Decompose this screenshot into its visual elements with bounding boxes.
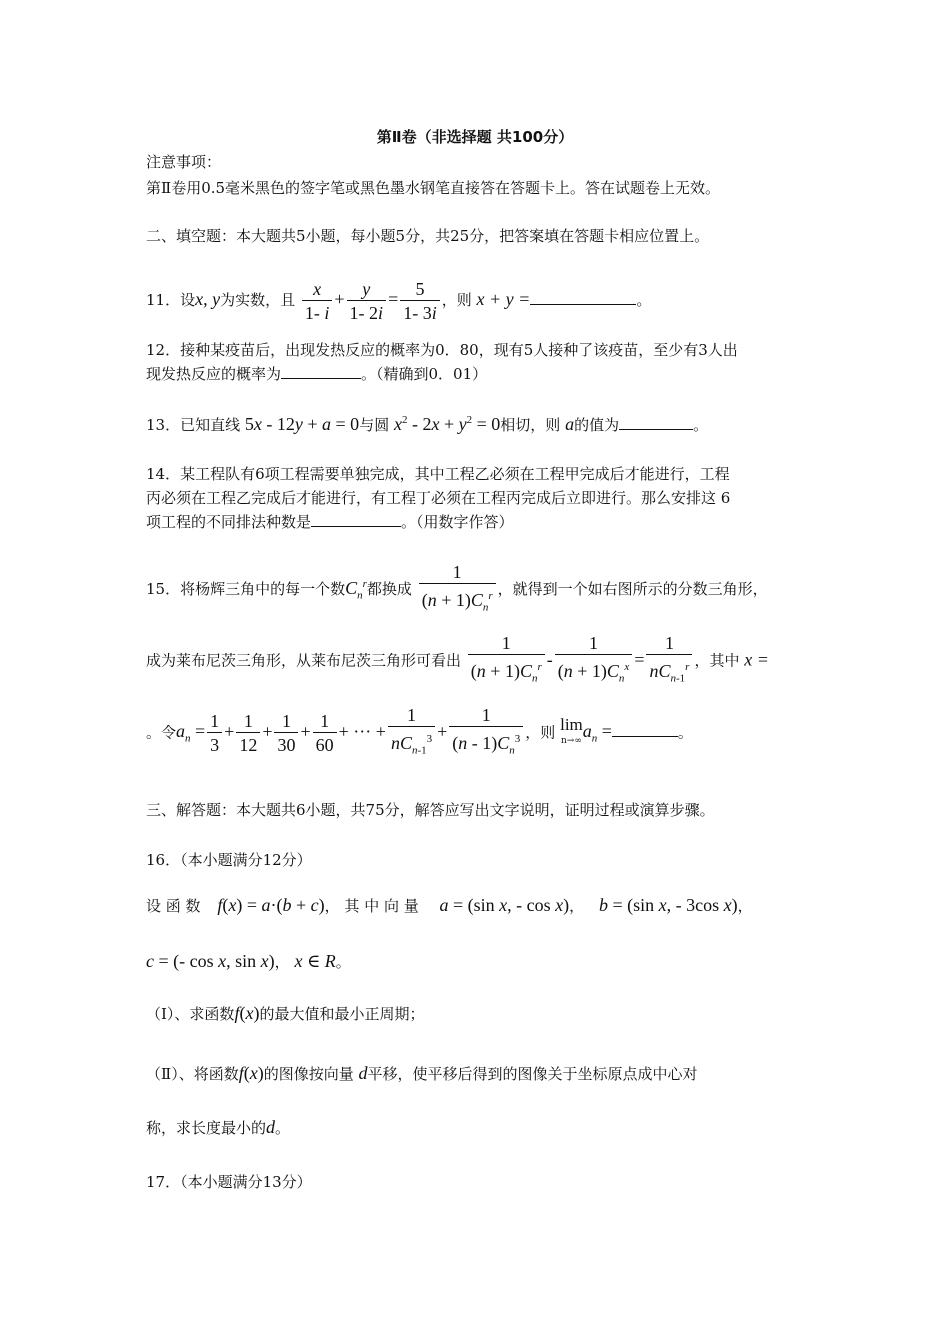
answer-blank[interactable] bbox=[281, 364, 361, 379]
fraction: $\frac{1}{12}$ bbox=[236, 710, 260, 757]
question-16-line-2: c = (- cos x, sin x)， x ∈ R。 bbox=[146, 951, 351, 971]
question-13: 13．已知直线 5x - 12y + a = 0与圆 $x^2 - 2x + y^2 = 0$相切，则 a的值为 。 bbox=[146, 414, 709, 434]
fraction: $\frac{5}{1- 3i}$ bbox=[400, 278, 440, 325]
question-16-line-1: 设 函 数 f(x) = a·(b + c)， 其 中 向 量 a = (sin x, - cos x)， b = (sin x, - 3cos x)， bbox=[146, 895, 753, 915]
question-12-line-1: 12．接种某疫苗后，出现发热反应的概率为0．80，现有5人接种了该疫苗，至少有3人出 bbox=[146, 341, 738, 359]
fraction: $\frac{1}{(n + 1)C_n^r}$ bbox=[468, 632, 545, 691]
fraction: $\frac{1}{30}$ bbox=[274, 710, 298, 757]
fraction: $\frac{x}{1- i}$ bbox=[302, 278, 333, 325]
answer-blank[interactable] bbox=[619, 415, 693, 430]
fraction: $\frac{y}{1- 2i}$ bbox=[347, 278, 387, 325]
question-15-line-1: 15．将杨辉三角中的每一个数$C_n^r$都换成 $\frac{1}{(n + 1)C_n^r}$ ，就得到一个如右图所示的分数三角形， bbox=[146, 558, 768, 622]
fraction: $\frac{1}{60}$ bbox=[313, 710, 337, 757]
question-12-line-2: 现发热反应的概率为 。（精确到0．01） bbox=[146, 365, 488, 383]
page-title: 第Ⅱ卷（非选择题 共100分） bbox=[376, 128, 574, 146]
question-15-line-2: 成为莱布尼茨三角形，从莱布尼茨三角形可看出 $\frac{1}{(n + 1)C_n^r}$ - $\frac{1}{(n + 1)C_n^x}$ = $\frac{1}{nC_{n-1}^r}$ ，其中 x = bbox=[146, 632, 769, 691]
question-16-heading: 16．（本小题满分12分） bbox=[146, 851, 312, 869]
answer-blank[interactable] bbox=[311, 512, 401, 527]
question-16-part-1: （Ⅰ）、求函数f(x)的最大值和最小正周期； bbox=[146, 1003, 425, 1023]
question-14-line-1: 14．某工程队有6项工程需要单独完成，其中工程乙必须在工程甲完成后才能进行，工程 bbox=[146, 465, 730, 483]
question-14-line-3: 项工程的不同排法种数是 。（用数字作答） bbox=[146, 513, 514, 531]
limit-operator: lim n→∞ bbox=[560, 715, 583, 747]
fraction: $\frac{1}{(n + 1)C_n^r}$ bbox=[419, 561, 496, 620]
question-16-part-2-line-1: （Ⅱ）、将函数f(x)的图像按向量 d平移，使平移后得到的图像关于坐标原点成中心对 bbox=[146, 1063, 698, 1083]
fraction: $\frac{1}{3}$ bbox=[207, 710, 222, 757]
fraction: $\frac{1}{nC_{n-1}^r}$ bbox=[646, 632, 692, 691]
question-17-heading: 17．（本小题满分13分） bbox=[146, 1173, 312, 1191]
question-11: 11．设x, y为实数，且 $\frac{x}{1- i}$ + $\frac{y}{1- 2i}$ = $\frac{5}{1- 3i}$ ，则 x + y = 。 bbox=[146, 278, 652, 323]
answer-blank[interactable] bbox=[612, 722, 678, 737]
fraction: $\frac{1}{(n + 1)C_n^x}$ bbox=[555, 632, 633, 691]
question-16-part-2-line-2: 称，求长度最小的d。 bbox=[146, 1117, 291, 1137]
notice-heading: 注意事项： bbox=[146, 153, 222, 171]
notice-body: 第Ⅱ卷用0.5毫米黑色的签字笔或黑色墨水钢笔直接答在答题卡上。答在试题卷上无效。 bbox=[146, 179, 721, 197]
section-3-heading: 三、解答题：本大题共6小题，共75分，解答应写出文字说明，证明过程或演算步骤。 bbox=[146, 801, 715, 819]
question-15-line-3: 。令$a_n$ = $\frac{1}{3}$ + $\frac{1}{12}$ + $\frac{1}{30}$ + $\frac{1}{60}$ + ··· + $\frac{1}{nC_{n-1}^3}$ + $\frac{1}{(n - 1)C_n^3}$ ，则 lim n→∞ $a_n$ = 。 bbox=[146, 704, 693, 765]
fraction: $\frac{1}{nC_{n-1}^3}$ bbox=[388, 704, 435, 763]
section-2-heading: 二、填空题：本大题共5小题，每小题5分，共25分，把答案填在答题卡相应位置上。 bbox=[146, 227, 710, 245]
fraction: $\frac{1}{(n - 1)C_n^3}$ bbox=[449, 704, 523, 763]
question-14-line-2: 丙必须在工程乙完成后才能进行，有工程丁必须在工程丙完成后立即进行。那么安排这 6 bbox=[146, 489, 731, 507]
answer-blank[interactable] bbox=[530, 290, 636, 305]
